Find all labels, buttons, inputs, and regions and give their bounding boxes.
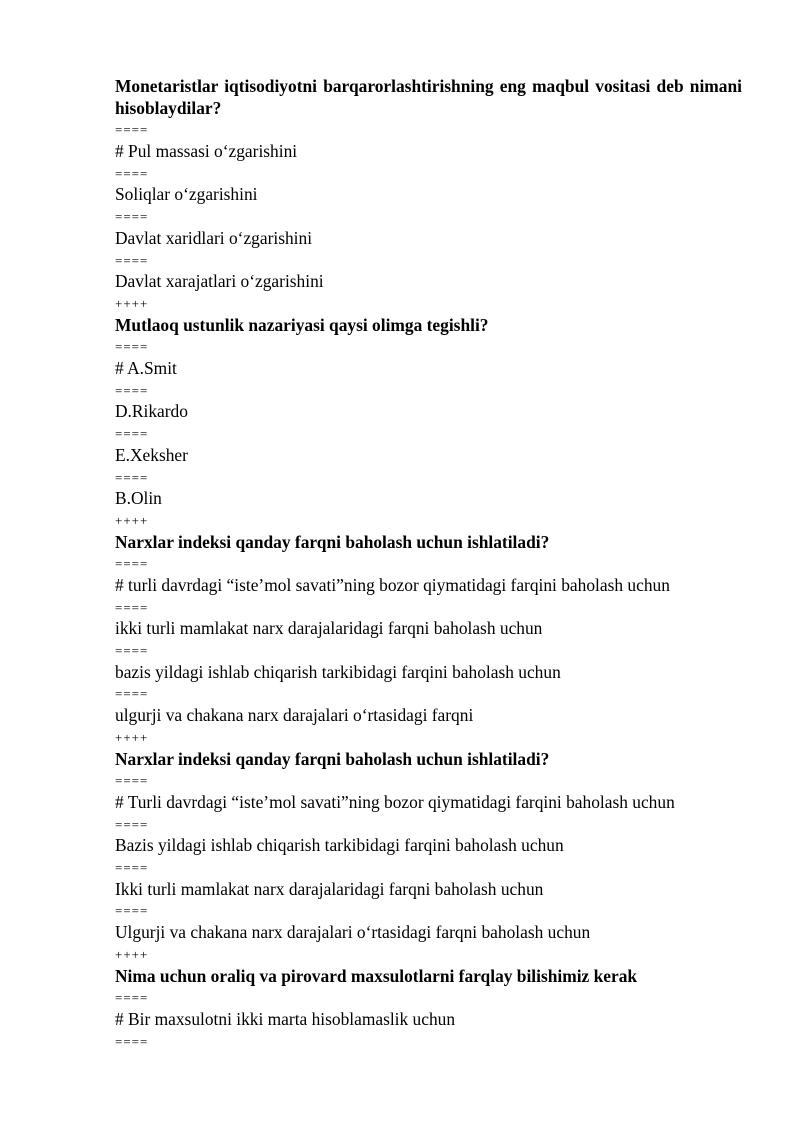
answer-separator: ====	[115, 122, 149, 138]
answer-option: Bazis yildagi ishlab chiqarish tarkibidagi farqini baholash uchun	[115, 835, 564, 856]
answer-separator: ====	[115, 903, 149, 919]
answer-option: Ikki turli mamlakat narx darajalaridagi farqni baholash uchun	[115, 878, 544, 899]
answer-option: ikki turli mamlakat narx darajalaridagi farqni baholash uchun	[115, 618, 543, 639]
answer-option: # Pul massasi o‘zgarishini	[115, 141, 298, 162]
question-text: Mutlaoq ustunlik nazariyasi qaysi olimga tegishli?	[115, 314, 489, 335]
answer-separator: ====	[115, 469, 149, 485]
answer-option: ulgurji va chakana narx darajalari o‘rtasidagi farqni	[115, 705, 474, 726]
question-text: Narxlar indeksi qanday farqni baholash uchun ishlatiladi?	[115, 531, 550, 552]
answer-option: Davlat xaridlari o‘zgarishini	[115, 227, 313, 248]
answer-separator: ====	[115, 165, 149, 181]
answer-separator: ====	[115, 382, 149, 398]
answer-option: E.Xeksher	[115, 444, 188, 465]
answer-separator: ====	[115, 426, 149, 442]
answer-separator: ====	[115, 1033, 149, 1049]
answer-option: bazis yildagi ishlab chiqarish tarkibidagi farqini baholash uchun	[115, 661, 561, 682]
answer-separator: ====	[115, 556, 149, 572]
question-separator: ++++	[115, 729, 149, 745]
answer-separator: ====	[115, 686, 149, 702]
answer-option: D.Rikardo	[115, 401, 188, 422]
question-separator: ++++	[115, 946, 149, 962]
question-separator: ++++	[115, 295, 149, 311]
question-separator: ++++	[115, 512, 149, 528]
answer-option: # A.Smit	[115, 358, 177, 379]
answer-separator: ====	[115, 252, 149, 268]
answer-separator: ====	[115, 339, 149, 355]
answer-separator: ====	[115, 816, 149, 832]
answer-separator: ====	[115, 209, 149, 225]
question-text: Monetaristlar iqtisodiyotni barqarorlashtirishning eng maqbul vositasi deb nimani hisoblaydilar?	[115, 76, 742, 118]
answer-separator: ====	[115, 599, 149, 615]
answer-option: B.Olin	[115, 488, 162, 509]
answer-option: # Turli davrdagi “iste’mol savati”ning bozor qiymatidagi farqini baholash uchun	[115, 791, 675, 812]
question-text: Nima uchun oraliq va pirovard maxsulotlarni farqlay bilishimiz kerak	[115, 965, 638, 986]
answer-separator: ====	[115, 990, 149, 1006]
answer-option: Ulgurji va chakana narx darajalari o‘rtasidagi farqni baholash uchun	[115, 922, 591, 943]
answer-option: # Bir maxsulotni ikki marta hisoblamaslik uchun	[115, 1008, 456, 1029]
document-page	[115, 76, 742, 1052]
answer-separator: ====	[115, 643, 149, 659]
answer-separator: ====	[115, 773, 149, 789]
answer-option: Soliqlar o‘zgarishini	[115, 184, 258, 205]
answer-separator: ====	[115, 860, 149, 876]
question-text: Narxlar indeksi qanday farqni baholash uchun ishlatiladi?	[115, 748, 550, 769]
answer-option: Davlat xarajatlari o‘zgarishini	[115, 271, 324, 292]
answer-option: # turli davrdagi “iste’mol savati”ning bozor qiymatidagi farqini baholash uchun	[115, 575, 670, 595]
